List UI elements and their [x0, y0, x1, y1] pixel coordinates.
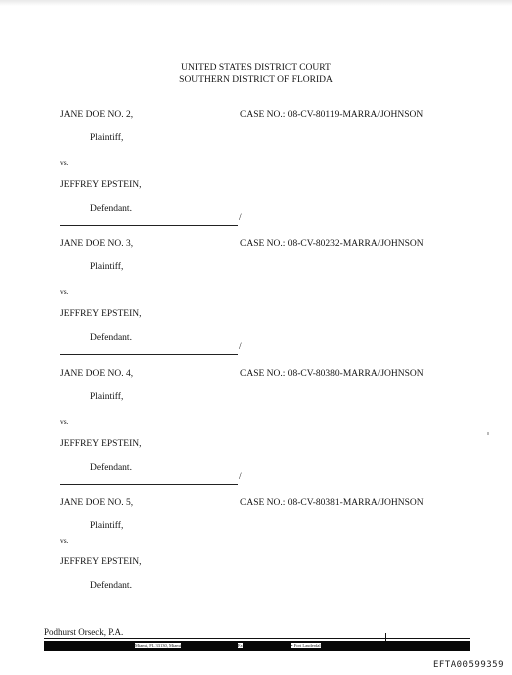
plaintiff-name: JANE DOE NO. 2, [60, 110, 134, 120]
versus-label: vs. [60, 536, 69, 545]
scan-speck [487, 432, 489, 435]
case-number: CASE NO.: 08-CV-80380-MARRA/JOHNSON [240, 369, 424, 379]
footer-rule [44, 638, 470, 639]
plaintiff-role: Plaintiff, [90, 133, 124, 143]
address-fragment: Fa [238, 643, 243, 648]
court-name: UNITED STATES DISTRICT COURT [181, 63, 331, 73]
court-district: SOUTHERN DISTRICT OF FLORIDA [179, 75, 333, 85]
caption-slash: / [239, 342, 242, 352]
plaintiff-role: Plaintiff, [90, 262, 124, 272]
caption-rule [60, 484, 238, 485]
versus-label: vs. [60, 287, 69, 296]
defendant-name: JEFFREY EPSTEIN, [60, 309, 142, 319]
plaintiff-role: Plaintiff, [90, 392, 124, 402]
plaintiff-name: JANE DOE NO. 4, [60, 369, 134, 379]
defendant-role: Defendant. [90, 463, 132, 473]
plaintiff-role: Plaintiff, [90, 521, 124, 531]
address-fragment: • Fort Lauderdal [291, 643, 321, 648]
plaintiff-name: JANE DOE NO. 3, [60, 239, 134, 249]
caption-slash: / [239, 472, 242, 482]
firm-name: Podhurst Orseck, P.A. [44, 627, 124, 637]
versus-label: vs. [60, 158, 69, 167]
case-block-1 [0, 0, 512, 120]
defendant-role: Defendant. [90, 333, 132, 343]
address-fragment: Miami, FL 33130, Miami [135, 643, 181, 648]
caption-rule [60, 225, 238, 226]
defendant-name: JEFFREY EPSTEIN, [60, 439, 142, 449]
defendant-role: Defendant. [90, 204, 132, 214]
case-number: CASE NO.: 08-CV-80232-MARRA/JOHNSON [240, 239, 424, 249]
defendant-name: JEFFREY EPSTEIN, [60, 180, 142, 190]
defendant-role: Defendant. [90, 581, 132, 591]
caption-slash: / [239, 213, 242, 223]
defendant-name: JEFFREY EPSTEIN, [60, 557, 142, 567]
case-number: CASE NO.: 08-CV-80381-MARRA/JOHNSON [240, 498, 424, 508]
plaintiff-name: JANE DOE NO. 5, [60, 498, 134, 508]
caption-rule [60, 354, 238, 355]
redaction-bar [44, 641, 470, 651]
versus-label: vs. [60, 417, 69, 426]
document-id: EFTA00599359 [432, 660, 504, 670]
case-number: CASE NO.: 08-CV-80119-MARRA/JOHNSON [240, 110, 424, 120]
